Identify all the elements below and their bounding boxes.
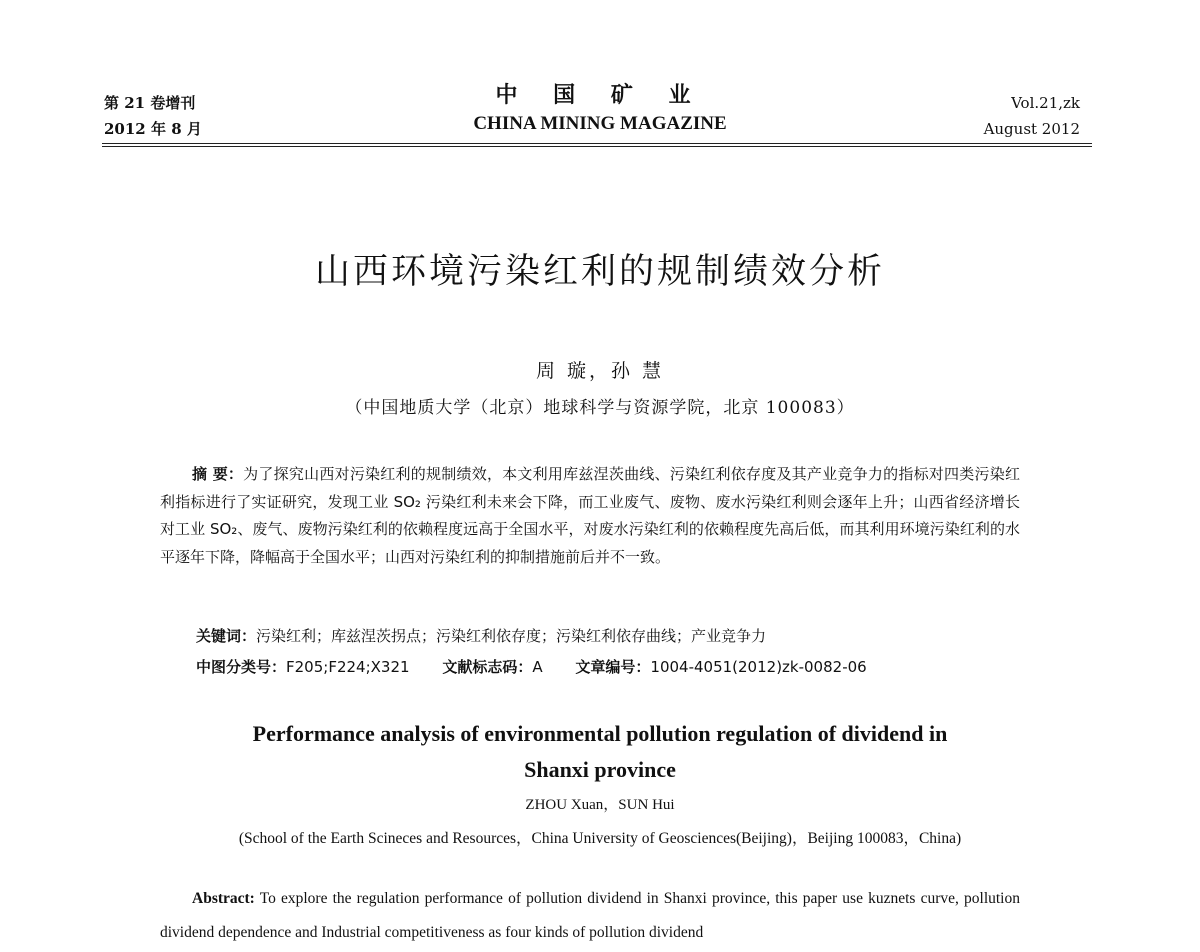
volume-issue-en: Vol.21,zk	[1011, 94, 1080, 112]
paper-title-en-line2: Shanxi province	[524, 757, 676, 782]
authors-en: ZHOU Xuan，SUN Hui	[525, 797, 675, 813]
article-number-label: 文章编号：	[575, 658, 651, 676]
paper-title-en	[0, 716, 1200, 788]
classification-line	[196, 656, 867, 677]
journal-name-en: CHINA MINING MAGAZINE	[473, 113, 727, 134]
authors-cn: 周 璇，孙 慧	[535, 360, 665, 382]
abstract-en-text: To explore the regulation performance of pollution dividend in Shanxi province, this paper use kuznets curve, pollution dividend dependence and Industrial competitiveness as four kinds of pollution dividend	[160, 890, 1020, 941]
article-number-value: 1004-4051(2012)zk-0082-06	[650, 658, 867, 676]
abstract-en-label: Abstract:	[192, 890, 255, 907]
affiliation-cn: （中国地质大学（北京）地球科学与资源学院，北京 100083）	[345, 398, 855, 418]
journal-name-cn: 中 国 矿 业	[495, 82, 705, 108]
keywords-text: 污染红利；库兹涅茨拐点；污染红利依存度；污染红利依存曲线；产业竞争力	[256, 627, 767, 645]
date-en: August 2012	[983, 120, 1080, 138]
abstract-cn-label: 摘 要：	[192, 465, 244, 483]
header-rule-bottom	[102, 146, 1092, 147]
keywords-label: 关键词：	[196, 627, 257, 645]
header-right	[984, 90, 1080, 142]
doc-code-value: A	[532, 658, 543, 676]
paper-title-cn: 山西环境污染红利的规制绩效分析	[314, 252, 885, 292]
doc-code-label: 文献标志码：	[442, 658, 533, 676]
keywords	[196, 625, 766, 646]
affiliation-en: (School of the Earth Scineces and Resources，China University of Geosciences(Beijing)，Beijing 100083，China)	[238, 830, 962, 847]
abstract-en	[160, 882, 1020, 950]
volume-issue-cn: 第 21 卷增刊	[104, 94, 196, 112]
abstract-cn	[160, 461, 1020, 571]
clc-value: F205;F224;X321	[286, 658, 410, 676]
header-rule-top	[102, 143, 1092, 144]
date-cn: 2012 年 8 月	[104, 120, 202, 138]
abstract-cn-text: 为了探究山西对污染红利的规制绩效，本文利用库兹涅茨曲线、污染红利依存度及其产业竞争力的指标对四类污染红利指标进行了实证研究，发现工业 SO₂ 污染红利未来会下降，而工业废气、废物、废水污染红利则会逐年上升；山西省经济增长对工业 SO₂、废气、废物污染红利的依赖程度远高于全国水平，对废水污染红利的依赖程度先高后低，而其利用环境污染红利的水平逐年下降，降幅高于全国水平；山西对污染红利的抑制措施前后并不一致。	[160, 465, 1020, 566]
clc-label: 中图分类号：	[196, 658, 287, 676]
paper-title-en-line1: Performance analysis of environmental pollution regulation of dividend in	[252, 721, 948, 746]
